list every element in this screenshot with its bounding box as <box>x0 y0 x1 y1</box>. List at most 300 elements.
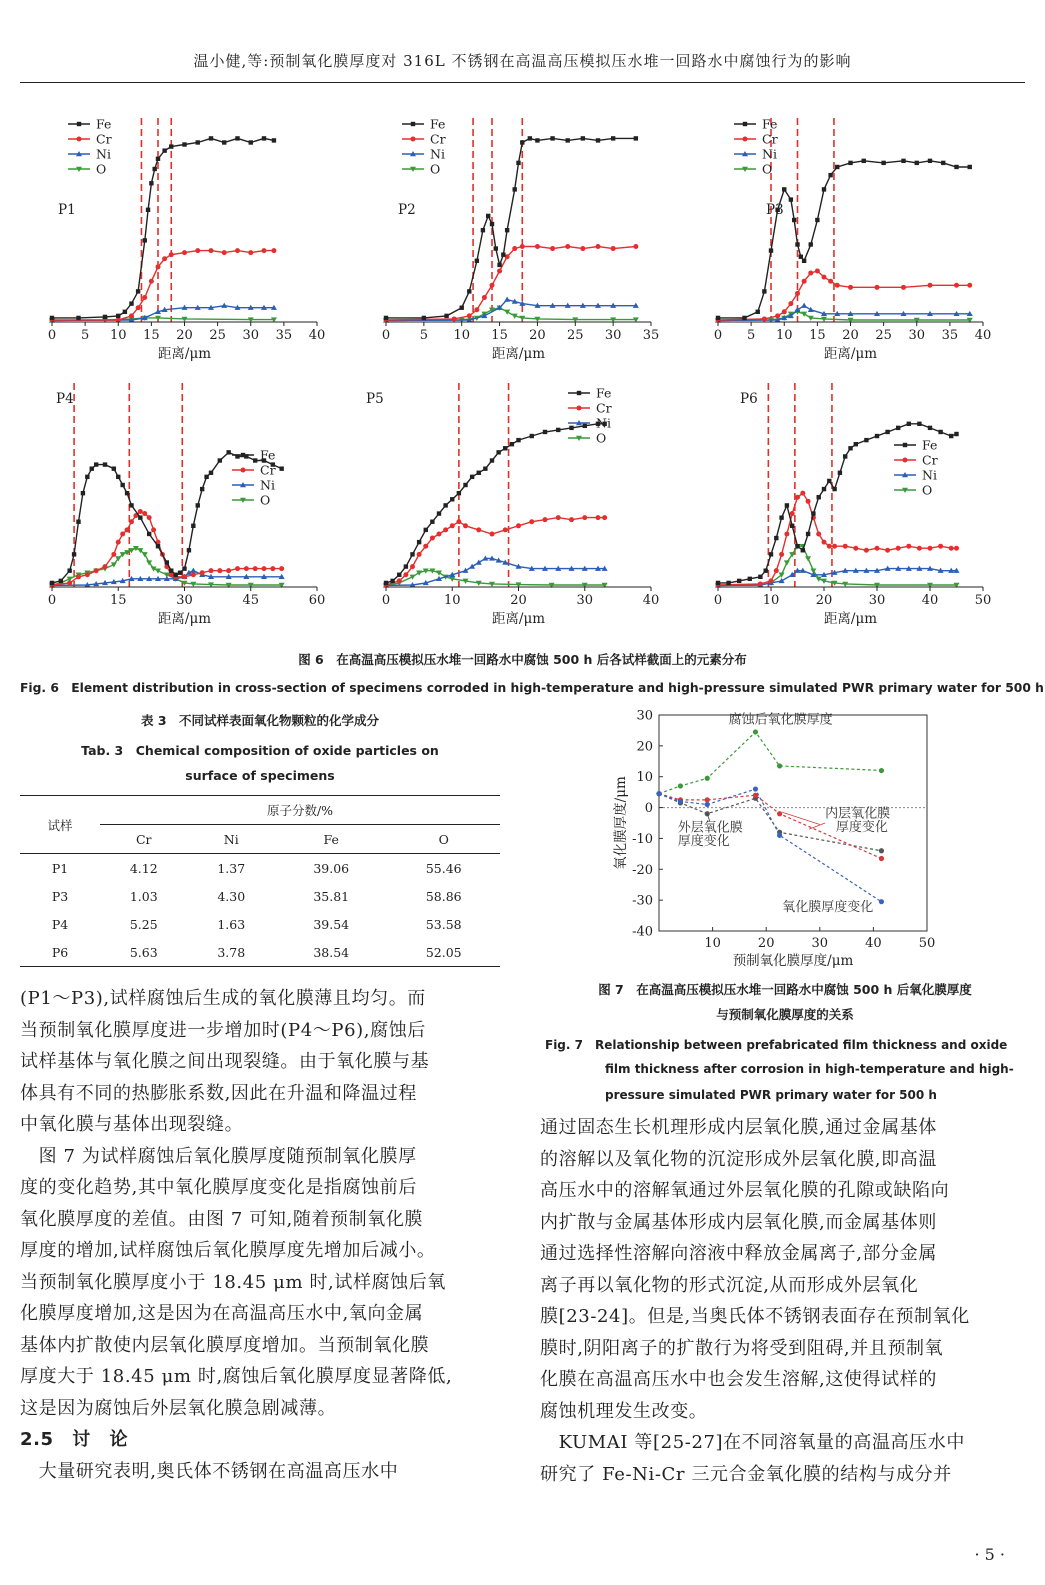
legend-label-fe: Fe <box>596 385 612 401</box>
data-point-cr <box>182 574 187 579</box>
data-point-fe <box>437 511 441 515</box>
right-para-1-line: 高压水中的溶解氧通过外层氧化膜的孔隙或缺陷向 <box>540 1180 950 1201</box>
x-tick-label: 10 <box>775 328 793 343</box>
x-tick-label: 50 <box>974 593 992 608</box>
data-point-fe <box>169 144 173 148</box>
left-para-2-line: 化膜厚度增加,这是因为在高温高压水中,氧向金属 <box>20 1303 424 1324</box>
data-point-cr <box>138 509 143 514</box>
data-point-fe <box>748 577 752 581</box>
data-point-fe <box>50 581 54 585</box>
legend-marker-cr <box>903 458 908 463</box>
chart-p3 <box>688 110 992 370</box>
data-point-cr <box>512 246 517 251</box>
data-point-fe <box>76 316 80 320</box>
x-tick-label: 35 <box>941 328 959 343</box>
fig7-caption-en-3: pressure simulated PWR primary water for 500 h <box>605 1088 937 1102</box>
data-point-cr <box>209 248 214 253</box>
data-point-cr <box>633 244 638 249</box>
data-point-fe <box>848 446 852 450</box>
x-tick-label: 30 <box>868 593 886 608</box>
data-point-cr <box>580 246 585 251</box>
table3-title-cn: 表 3 不同试样表面氧化物颗粒的化学成分 <box>140 713 380 728</box>
x-tick-label: 60 <box>308 593 326 608</box>
data-point-fe <box>404 564 408 568</box>
legend-marker-fe <box>77 122 81 126</box>
legend-label-cr: Cr <box>96 131 112 147</box>
data-point-cr <box>550 246 555 251</box>
table3-head-o: O <box>438 831 449 847</box>
right-para-1-line: 通过选择性溶解向溶液中释放金属离子,部分金属 <box>540 1243 937 1264</box>
data-point-fe <box>226 450 230 454</box>
data-point-fe <box>384 581 388 585</box>
data-point <box>777 811 782 816</box>
data-point-cr <box>417 552 422 557</box>
data-point-cr <box>762 316 767 321</box>
data-point-fe <box>862 159 866 163</box>
data-point-fe <box>774 536 778 540</box>
left-para-2-line: 度的变化趋势,其中氧化膜厚度变化是指腐蚀前后 <box>20 1177 417 1198</box>
x-tick-label: 0 <box>47 328 57 343</box>
data-point <box>879 899 884 904</box>
legend-label-ni: Ni <box>96 146 111 162</box>
data-point-fe <box>917 422 921 426</box>
data-point-cr <box>828 279 833 284</box>
data-point-fe <box>444 314 448 318</box>
panel-label: P2 <box>398 202 416 218</box>
data-point-fe <box>90 466 94 470</box>
x-axis-label: 距离/μm <box>823 611 878 627</box>
legend-label-fe: Fe <box>96 116 112 132</box>
running-header: 温小健,等:预制氧化膜厚度对 316L 不锈钢在高温高压模拟压水堆一回路水中腐蚀行为的影响 <box>193 52 852 70</box>
data-point-cr <box>954 546 959 551</box>
right-para-1-line: 离子再以氧化物的形式沉淀,从而形成外层氧化 <box>540 1274 919 1296</box>
data-point-cr <box>795 291 800 296</box>
chart-p2 <box>356 110 660 370</box>
left-para-1-line: 中氧化膜与基体出现裂缝。 <box>20 1114 244 1135</box>
series-label-inner: 厚度变化 <box>835 820 888 836</box>
data-point-fe <box>762 289 766 293</box>
table-row <box>20 854 500 883</box>
table-cell: 1.63 <box>217 916 246 932</box>
data-point-cr <box>832 544 837 549</box>
table-cell: 1.03 <box>129 888 158 904</box>
data-point-fe <box>143 238 147 242</box>
data-point <box>705 811 710 816</box>
data-point-fe <box>196 140 200 144</box>
x-tick-label: 0 <box>47 593 57 608</box>
data-point-cr <box>822 540 827 545</box>
right-para-2-line: 研究了 Fe-Ni-Cr 三元合金氧化膜的结构与成分并 <box>540 1463 952 1485</box>
y-tick-label: 20 <box>636 739 653 755</box>
data-point-cr <box>443 527 448 532</box>
data-point-fe <box>490 458 494 462</box>
x-tick-label: 45 <box>242 593 260 608</box>
legend-label-ni: Ni <box>596 415 611 431</box>
data-point-cr <box>452 316 457 321</box>
y-tick-label: 30 <box>636 708 653 724</box>
data-point-cr <box>244 566 249 571</box>
data-point-fe <box>67 568 71 572</box>
data-point-cr <box>262 566 267 571</box>
data-point-cr <box>142 511 147 516</box>
data-point-fe <box>467 289 471 293</box>
data-point-cr <box>800 491 805 496</box>
data-point-cr <box>103 564 108 569</box>
table-cell: 5.63 <box>129 944 158 960</box>
x-axis-label: 距离/μm <box>823 346 878 362</box>
data-point-cr <box>125 527 130 532</box>
data-point-fe <box>822 487 826 491</box>
data-point-cr <box>875 285 880 290</box>
legend-label-cr: Cr <box>260 462 276 478</box>
table-cell: 39.06 <box>313 860 350 876</box>
x-tick-label: 15 <box>491 328 508 343</box>
data-point-fe <box>815 218 819 222</box>
data-point-cr <box>806 499 811 504</box>
data-point <box>705 776 710 781</box>
data-point-fe <box>187 548 191 552</box>
data-point-o <box>801 312 807 317</box>
data-point-cr <box>795 495 800 500</box>
data-point-fe <box>769 552 773 556</box>
data-point-cr <box>596 244 601 249</box>
series-line <box>659 732 881 794</box>
x-tick-label: 15 <box>143 328 160 343</box>
data-point-cr <box>784 531 789 536</box>
table3-head-ni: Ni <box>223 831 239 847</box>
data-point-fe <box>535 138 539 142</box>
data-point-cr <box>226 568 231 573</box>
data-point-cr <box>162 256 167 261</box>
x-tick-label: 25 <box>567 328 584 343</box>
data-point-cr <box>437 531 442 536</box>
data-point <box>656 791 661 796</box>
data-point-fe <box>503 446 507 450</box>
left-para-3-line: 大量研究表明,奥氏体不锈钢在高温高压水中 <box>20 1460 399 1482</box>
data-point-fe <box>528 136 532 140</box>
data-point-fe <box>802 259 806 263</box>
right-para-1-line: 的溶解以及氧化物的沉淀形成外层氧化膜,即高温 <box>540 1148 937 1170</box>
data-point-cr <box>875 546 880 551</box>
data-point-cr <box>816 531 821 536</box>
x-tick-label: 20 <box>842 328 859 343</box>
data-point-fe <box>928 159 932 163</box>
table-cell: 4.12 <box>129 860 158 876</box>
data-point-fe <box>81 491 85 495</box>
x-tick-label: 10 <box>762 593 780 608</box>
data-point-ni <box>190 568 196 573</box>
data-point-cr <box>535 244 540 249</box>
data-point-cr <box>790 511 795 516</box>
data-point-cr <box>67 580 72 585</box>
data-point-cr <box>235 248 240 253</box>
right-para-1-line: 化膜在高温高压水中也会发生溶解,这使得试样的 <box>540 1369 937 1390</box>
table-row <box>20 882 500 910</box>
y-tick-label: 0 <box>644 801 653 817</box>
data-point-fe <box>516 438 520 442</box>
data-point-cr <box>456 519 461 524</box>
data-point-fe <box>801 548 805 552</box>
table3-head-fe: Fe <box>323 831 339 847</box>
data-point-fe <box>530 434 534 438</box>
x-tick-label: 30 <box>576 593 594 608</box>
data-point-fe <box>200 487 204 491</box>
data-point-fe <box>838 471 842 475</box>
data-point-fe <box>513 187 517 191</box>
data-point-fe <box>505 228 509 232</box>
data-point-fe <box>835 165 839 169</box>
data-point-fe <box>443 503 447 507</box>
data-point-fe <box>149 181 153 185</box>
x-tick-label: 15 <box>809 328 826 343</box>
data-point-fe <box>470 475 474 479</box>
data-point-fe <box>417 540 421 544</box>
fig6-caption-en: Fig. 6 Element distribution in cross-section of specimens corroded in high-temperature and high-pressure simulated PWR primary water for 500 h <box>20 681 1044 695</box>
data-point-cr <box>200 570 205 575</box>
legend-marker-cr <box>411 137 416 142</box>
legend-label-o: O <box>96 161 107 177</box>
table3-col-group: 原子分数/% <box>100 796 500 825</box>
header-rule <box>20 82 1025 83</box>
x-tick-label: 25 <box>209 328 226 343</box>
data-point-fe <box>424 528 428 532</box>
table3-title-en-1: Tab. 3 Chemical composition of oxide particles on <box>81 743 439 758</box>
data-point-cr <box>827 544 832 549</box>
data-point-fe <box>125 491 129 495</box>
x-tick-label: 50 <box>918 936 936 951</box>
legend-marker-fe <box>241 453 245 457</box>
data-point-cr <box>423 544 428 549</box>
panel-label: P1 <box>58 202 76 218</box>
data-point-cr <box>835 283 840 288</box>
data-point-fe <box>583 424 587 428</box>
data-point-cr <box>156 264 161 269</box>
x-tick-label: 0 <box>381 593 391 608</box>
data-point-fe <box>384 316 388 320</box>
data-point-fe <box>196 503 200 507</box>
data-point-cr <box>94 568 99 573</box>
legend-label-o: O <box>762 161 773 177</box>
data-point-fe <box>832 487 836 491</box>
data-point-fe <box>136 289 140 293</box>
legend-marker-cr <box>77 137 82 142</box>
data-point-cr <box>758 581 763 586</box>
data-point-fe <box>162 148 166 152</box>
fig7-caption-cn-2: 与预制氧化膜厚度的关系 <box>716 1007 854 1022</box>
data-point <box>777 763 782 768</box>
legend-label-o: O <box>922 482 933 498</box>
data-point-cr <box>467 313 472 318</box>
x-axis-label: 预制氧化膜厚度/μm <box>732 953 854 969</box>
data-point-fe <box>510 442 514 446</box>
data-point-fe <box>885 430 889 434</box>
data-point-cr <box>149 279 154 284</box>
data-point <box>705 797 710 802</box>
data-point-fe <box>494 246 498 250</box>
data-point-fe <box>253 458 257 462</box>
fig7-caption-en-2: film thickness after corrosion in high-temperature and high- <box>605 1062 1014 1076</box>
data-point-fe <box>182 142 186 146</box>
fig6-caption-cn: 图 6 在高温高压模拟压水堆一回路水中腐蚀 500 h 后各试样截面上的元素分布 <box>298 652 747 667</box>
table-cell: 1.37 <box>217 860 246 876</box>
fig7-caption-cn-1: 图 7 在高温高压模拟压水堆一回路水中腐蚀 500 h 后氧化膜厚度 <box>598 982 972 997</box>
legend-label-cr: Cr <box>922 452 938 468</box>
data-point-cr <box>808 271 813 276</box>
data-point-fe <box>85 475 89 479</box>
left-para-2-line: 氧化膜厚度的差值。由图 7 可知,随着预制氧化膜 <box>20 1208 424 1230</box>
table-cell: 3.78 <box>217 944 246 960</box>
data-point-cr <box>885 548 890 553</box>
data-point-fe <box>907 422 911 426</box>
data-point-fe <box>146 208 150 212</box>
legend-label-cr: Cr <box>762 131 778 147</box>
data-point-cr <box>136 305 141 310</box>
panel-label: P5 <box>366 391 384 407</box>
table-cell: 39.54 <box>313 916 350 932</box>
data-point-cr <box>602 515 607 520</box>
data-point-fe <box>799 255 803 259</box>
data-point-fe <box>726 581 730 585</box>
legend-label-fe: Fe <box>430 116 446 132</box>
series-line-fe <box>52 138 274 318</box>
table-cell: P3 <box>51 888 69 904</box>
data-point-cr <box>774 568 779 573</box>
data-point-cr <box>775 313 780 318</box>
left-para-2-line: 厚度的增加,试样腐蚀后氧化膜厚度先增加后减小。 <box>20 1240 436 1261</box>
data-point-fe <box>76 520 80 524</box>
right-para-1-line: 通过固态生长机理形成内层氧化膜,通过金属基体 <box>540 1117 937 1138</box>
data-point-fe <box>463 483 467 487</box>
data-point-fe <box>737 579 741 583</box>
series-label-total-change: 氧化膜厚度变化 <box>782 899 874 915</box>
data-point-fe <box>457 491 461 495</box>
data-point-fe <box>178 571 182 575</box>
x-tick-label: 35 <box>642 328 660 343</box>
data-point-fe <box>138 515 142 519</box>
y-tick-label: -40 <box>632 924 653 940</box>
data-point-fe <box>460 306 464 310</box>
data-point-cr <box>822 275 827 280</box>
x-tick-label: 20 <box>757 936 775 951</box>
data-point-fe <box>182 566 186 570</box>
data-point-cr <box>954 283 959 288</box>
data-point-fe <box>779 515 783 519</box>
data-point-cr <box>85 572 90 577</box>
data-point-fe <box>490 222 494 226</box>
data-point-cr <box>497 269 502 274</box>
data-point-cr <box>111 552 116 557</box>
x-tick-label: 40 <box>921 593 939 608</box>
data-point-o <box>805 556 811 561</box>
legend-marker-cr <box>577 406 582 411</box>
data-point-fe <box>954 432 958 436</box>
data-point-fe <box>450 497 454 501</box>
data-point-fe <box>156 544 160 548</box>
data-point-cr <box>611 246 616 251</box>
data-point-fe <box>769 248 773 252</box>
data-point-fe <box>716 581 720 585</box>
data-point-fe <box>129 301 133 305</box>
data-point-fe <box>581 136 585 140</box>
data-point-cr <box>248 250 253 255</box>
data-point-fe <box>209 136 213 140</box>
left-para-1-line: 体具有不同的热膨胀系数,因此在升温和降温过程 <box>20 1082 417 1104</box>
data-point-fe <box>483 466 487 470</box>
chart-p2-svg <box>356 110 660 370</box>
data-point-fe <box>795 544 799 548</box>
series-label-outer: 厚度变化 <box>677 834 730 850</box>
x-tick-label: 10 <box>704 936 721 951</box>
data-point <box>705 802 710 807</box>
data-point-cr <box>209 568 214 573</box>
series-line-cr <box>718 493 957 585</box>
data-point-cr <box>516 523 521 528</box>
chart-p6-svg <box>688 375 992 635</box>
data-point-fe <box>94 462 98 466</box>
data-point-ni <box>808 307 814 312</box>
data-point-o <box>784 560 790 565</box>
data-point-fe <box>152 167 156 171</box>
data-point-fe <box>864 438 868 442</box>
x-axis-label: 距离/μm <box>157 611 212 627</box>
x-tick-label: 20 <box>510 593 527 608</box>
data-point-fe <box>204 475 208 479</box>
data-point-o <box>436 571 442 576</box>
x-axis-label: 距离/μm <box>491 346 546 362</box>
data-point-cr <box>596 515 601 520</box>
data-point-cr <box>967 283 972 288</box>
chart-p6 <box>688 375 992 635</box>
data-point-cr <box>129 313 134 318</box>
chart-fig7-svg <box>555 705 975 975</box>
data-point-cr <box>490 531 495 536</box>
data-point-fe <box>120 483 124 487</box>
data-point-fe <box>486 214 490 218</box>
data-point-fe <box>827 479 831 483</box>
data-point-fe <box>50 316 54 320</box>
data-point-cr <box>896 546 901 551</box>
x-tick-label: 30 <box>604 328 622 343</box>
x-tick-label: 20 <box>176 328 193 343</box>
table-cell: 55.46 <box>425 860 462 876</box>
data-point-fe <box>390 579 394 583</box>
legend-marker-fe <box>411 122 415 126</box>
left-para-2-line: 基体内扩散使内层氧化膜厚度增加。当预制氧化膜 <box>20 1334 430 1356</box>
data-point-fe <box>477 471 481 475</box>
data-point-fe <box>550 136 554 140</box>
x-tick-label: 0 <box>381 328 391 343</box>
data-point-fe <box>556 428 560 432</box>
x-tick-label: 20 <box>815 593 833 608</box>
data-point-cr <box>397 578 402 583</box>
data-point-fe <box>806 532 810 536</box>
data-point-fe <box>165 560 169 564</box>
series-label-inner: 内层氧化膜 <box>825 806 891 822</box>
data-point-fe <box>928 426 932 430</box>
data-point <box>753 729 758 734</box>
legend-label-fe: Fe <box>922 437 938 453</box>
data-point-fe <box>949 434 953 438</box>
data-point-cr <box>270 566 275 571</box>
data-point-cr <box>906 544 911 549</box>
x-tick-label: 20 <box>529 328 546 343</box>
x-tick-label: 25 <box>875 328 892 343</box>
data-point-cr <box>147 515 152 520</box>
data-point-o <box>142 552 148 557</box>
right-para-1-line: 膜时,阴阳离子的扩散行为将受到阻碍,并且预制氧 <box>540 1337 944 1359</box>
data-point-cr <box>582 515 587 520</box>
chart-p3-svg <box>688 110 992 370</box>
